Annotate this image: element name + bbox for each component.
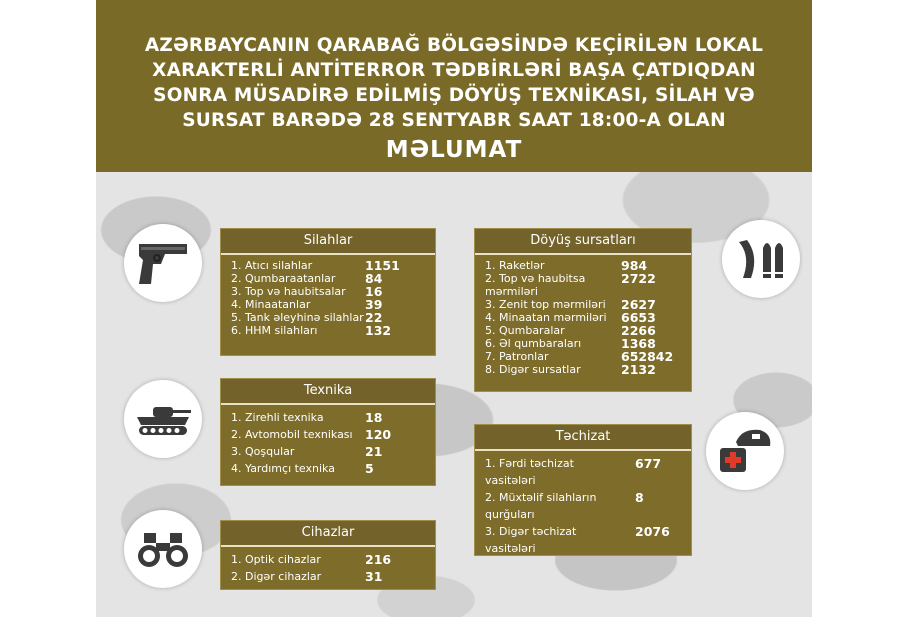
section-title: Təchizat — [475, 425, 691, 451]
section-title: Döyüş sursatları — [475, 229, 691, 255]
list-item — [231, 285, 427, 298]
item-label: 7. Patronlar — [485, 350, 549, 363]
item-value: 2076 — [635, 524, 670, 539]
ammunition-icon — [722, 220, 800, 298]
item-value: 18 — [365, 410, 383, 425]
item-label: 2. Müxtəlif silahların qurğuları — [485, 491, 597, 521]
item-value: 120 — [365, 427, 392, 442]
item-list — [221, 255, 435, 337]
item-value: 16 — [365, 284, 383, 299]
list-item — [231, 272, 427, 285]
list-item — [231, 553, 427, 570]
item-label: 2. Avtomobil texnikası — [231, 428, 353, 441]
item-label: 1. Zirehli texnika — [231, 411, 324, 424]
item-value: 2627 — [621, 297, 656, 312]
item-value: 1368 — [621, 336, 656, 351]
item-value: 84 — [365, 271, 383, 286]
list-item — [485, 523, 683, 557]
item-value: 2132 — [621, 362, 656, 377]
list-item — [485, 272, 683, 298]
item-list — [221, 547, 435, 587]
item-label: 2. Top və haubitsa mərmiləri — [485, 272, 586, 298]
list-item — [231, 324, 427, 337]
helmet-medkit-icon — [706, 412, 784, 490]
item-label: 3. Top və haubitsalar — [231, 285, 346, 298]
item-value: 2722 — [621, 271, 656, 286]
item-label: 1. Atıcı silahlar — [231, 259, 313, 272]
item-value: 652842 — [621, 349, 674, 364]
pistol-icon — [124, 224, 202, 302]
item-label: 8. Digər sursatlar — [485, 363, 581, 376]
item-label: 3. Digər təchizat vasitələri — [485, 525, 577, 555]
item-value: 132 — [365, 323, 392, 338]
header-banner — [96, 0, 812, 172]
item-label: 1. Raketlər — [485, 259, 545, 272]
list-item — [231, 445, 427, 462]
list-item — [231, 428, 427, 445]
item-value: 6653 — [621, 310, 656, 325]
item-value: 8 — [635, 490, 644, 505]
item-value: 984 — [621, 258, 648, 273]
item-label: 6. Əl qumbaraları — [485, 337, 582, 350]
item-value: 21 — [365, 444, 383, 459]
item-label: 5. Qumbaralar — [485, 324, 565, 337]
item-value: 677 — [635, 456, 662, 471]
header-line-4: SURSAT BARƏDƏ 28 SENTYABR SAAT 18:00-A OLAN — [182, 110, 726, 131]
tank-icon — [124, 380, 202, 458]
item-value: 39 — [365, 297, 383, 312]
list-item — [485, 489, 683, 523]
item-value: 2266 — [621, 323, 656, 338]
item-label: 3. Zenit top mərmiləri — [485, 298, 606, 311]
item-label: 4. Minaatan mərmiləri — [485, 311, 607, 324]
item-label: 3. Qoşqular — [231, 445, 295, 458]
item-label: 1. Optik cihazlar — [231, 553, 321, 566]
item-value: 5 — [365, 461, 374, 476]
section-dovus-sursatlari — [474, 228, 692, 392]
section-cihazlar — [220, 520, 436, 590]
item-label: 4. Yardımçı texnika — [231, 462, 335, 475]
item-value: 22 — [365, 310, 383, 325]
header-line-2: XARAKTERLİ ANTİTERROR TƏDBİRLƏRİ BAŞA ÇATDIQDAN — [152, 60, 756, 81]
item-label: 1. Fərdi təchizat vasitələri — [485, 457, 574, 487]
item-value: 216 — [365, 552, 392, 567]
list-item — [485, 455, 683, 489]
item-list — [475, 451, 691, 557]
item-label: 2. Digər cihazlar — [231, 570, 322, 583]
section-title: Texnika — [221, 379, 435, 405]
list-item — [231, 411, 427, 428]
item-label: 5. Tank əleyhinə silahlar — [231, 311, 364, 324]
section-texnika — [220, 378, 436, 486]
item-label: 2. Qumbaraatanlar — [231, 272, 336, 285]
section-title: Silahlar — [221, 229, 435, 255]
item-value: 31 — [365, 569, 383, 584]
item-value: 1151 — [365, 258, 400, 273]
binoculars-icon — [124, 510, 202, 588]
item-label: 4. Minaatanlar — [231, 298, 311, 311]
list-item — [231, 259, 427, 272]
header-line-1: AZƏRBAYCANIN QARABAĞ BÖLGƏSİNDƏ KEÇİRİLƏN LOKAL — [144, 35, 764, 56]
list-item — [231, 570, 427, 587]
item-label: 6. HHM silahları — [231, 324, 318, 337]
section-silahlar — [220, 228, 436, 356]
list-item — [231, 462, 427, 479]
header-line-3: SONRA MÜSADİRƏ EDİLMİŞ DÖYÜŞ TEXNİKASI, SİLAH VƏ — [153, 85, 755, 106]
list-item — [231, 298, 427, 311]
list-item — [485, 363, 683, 376]
infographic-poster — [96, 0, 812, 617]
item-list — [475, 255, 691, 376]
section-techizat — [474, 424, 692, 556]
page-title: MƏLUMAT — [385, 137, 523, 163]
list-item — [231, 311, 427, 324]
section-title: Cihazlar — [221, 521, 435, 547]
item-list — [221, 405, 435, 479]
